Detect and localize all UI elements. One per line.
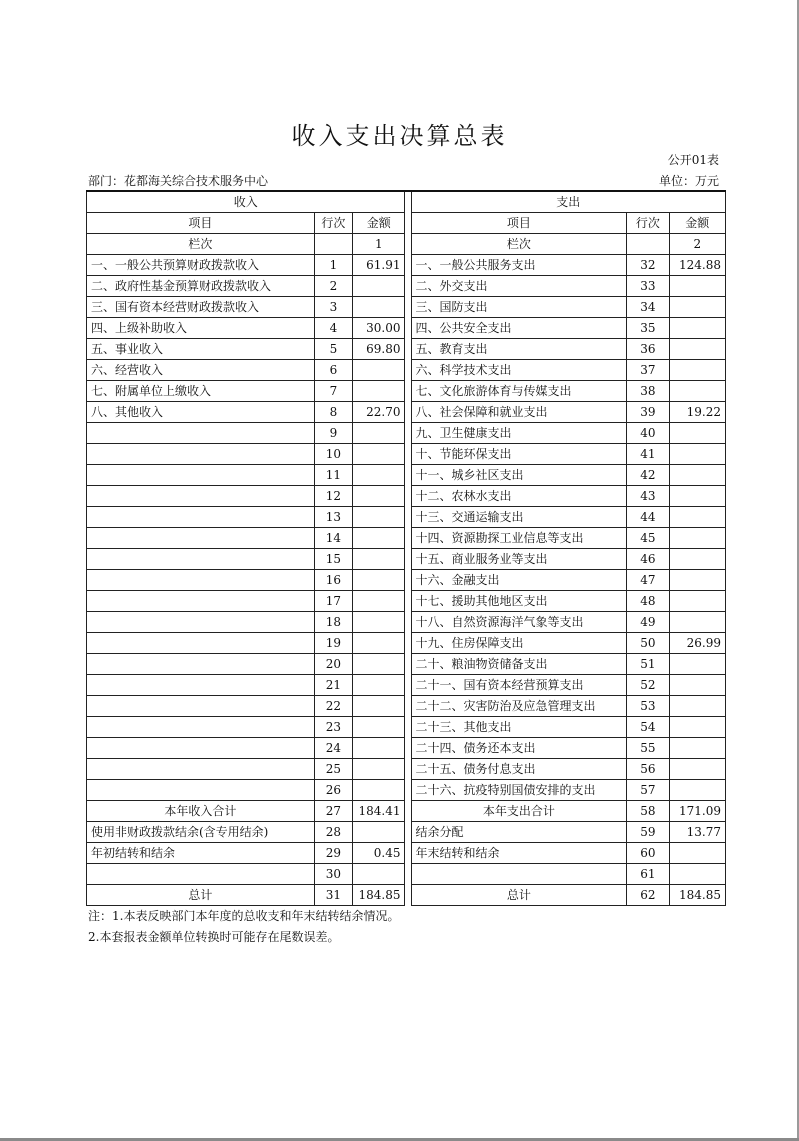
income-line-cell: 4 <box>314 318 352 339</box>
income-line-cell: 6 <box>314 360 352 381</box>
income-item-cell <box>87 654 315 675</box>
income-item-cell: 一、一般公共预算财政拨款收入 <box>87 255 315 276</box>
table-row <box>87 339 726 360</box>
expense-line-cell: 48 <box>627 591 669 612</box>
income-line-cell: 30 <box>314 864 352 885</box>
expense-item-cell: 四、公共安全支出 <box>411 318 627 339</box>
expense-item-cell: 七、文化旅游体育与传媒支出 <box>411 381 627 402</box>
expense-amount-cell <box>669 591 725 612</box>
expense-line-cell: 42 <box>627 465 669 486</box>
income-amount-cell <box>353 612 405 633</box>
table-row <box>87 717 726 738</box>
table-row <box>87 381 726 402</box>
expense-amount-cell <box>669 675 725 696</box>
table-row <box>87 528 726 549</box>
expense-item-cell: 九、卫生健康支出 <box>411 423 627 444</box>
income-item-cell <box>87 465 315 486</box>
income-column-number: 1 <box>353 234 405 255</box>
income-line-cell: 9 <box>314 423 352 444</box>
income-amount-cell: 30.00 <box>353 318 405 339</box>
expense-line-cell: 57 <box>627 780 669 801</box>
expense-line-cell: 61 <box>627 864 669 885</box>
column-header-row <box>87 213 726 234</box>
expense-item-cell: 十四、资源勘探工业信息等支出 <box>411 528 627 549</box>
table-row <box>87 360 726 381</box>
table-row <box>87 633 726 654</box>
expense-column-number: 2 <box>669 234 725 255</box>
income-amount-cell <box>353 465 405 486</box>
income-amount-cell <box>353 864 405 885</box>
expense-amount-cell <box>669 843 725 864</box>
income-item-cell <box>87 675 315 696</box>
expense-line-cell: 36 <box>627 339 669 360</box>
expense-amount-cell <box>669 381 725 402</box>
income-item-cell: 三、国有资本经营财政拨款收入 <box>87 297 315 318</box>
expense-item-cell: 二十五、债务付息支出 <box>411 759 627 780</box>
table-row <box>87 696 726 717</box>
income-item-cell: 二、政府性基金预算财政拨款收入 <box>87 276 315 297</box>
income-amount-cell <box>353 822 405 843</box>
income-amount-cell <box>353 360 405 381</box>
expense-line-cell: 39 <box>627 402 669 423</box>
expense-amount-cell <box>669 612 725 633</box>
income-line-cell: 27 <box>314 801 352 822</box>
income-amount-cell <box>353 486 405 507</box>
expense-item-cell: 二十二、灾害防治及应急管理支出 <box>411 696 627 717</box>
expense-item-cell <box>411 864 627 885</box>
income-amount-cell: 61.91 <box>353 255 405 276</box>
expense-item-cell: 本年支出合计 <box>411 801 627 822</box>
income-line-cell: 11 <box>314 465 352 486</box>
expense-amount-cell <box>669 507 725 528</box>
expense-column-label: 栏次 <box>411 234 627 255</box>
expense-item-cell: 三、国防支出 <box>411 297 627 318</box>
expense-item-cell: 二十一、国有资本经营预算支出 <box>411 675 627 696</box>
expense-item-cell: 十五、商业服务业等支出 <box>411 549 627 570</box>
table-row <box>87 738 726 759</box>
income-amount-cell: 0.45 <box>353 843 405 864</box>
income-item-cell <box>87 591 315 612</box>
income-amount-cell <box>353 423 405 444</box>
column-index-row <box>87 234 726 255</box>
expense-section-header: 支出 <box>411 191 725 213</box>
income-item-cell <box>87 780 315 801</box>
income-item-cell <box>87 444 315 465</box>
expense-line-cell: 53 <box>627 696 669 717</box>
income-item-cell <box>87 759 315 780</box>
expense-item-cell: 结余分配 <box>411 822 627 843</box>
income-amount-cell <box>353 381 405 402</box>
income-amount-cell <box>353 591 405 612</box>
department-label: 部门：花都海关综合技术服务中心 <box>88 174 269 188</box>
income-amount-cell <box>353 633 405 654</box>
income-line-cell: 24 <box>314 738 352 759</box>
expense-item-cell: 十八、自然资源海洋气象等支出 <box>411 612 627 633</box>
income-amount-cell <box>353 276 405 297</box>
expense-item-cell: 十三、交通运输支出 <box>411 507 627 528</box>
income-item-cell <box>87 549 315 570</box>
expense-amount-cell <box>669 549 725 570</box>
table-row <box>87 507 726 528</box>
income-expense-table <box>86 190 726 906</box>
table-row <box>87 675 726 696</box>
expense-amount-cell: 171.09 <box>669 801 725 822</box>
expense-item-cell: 二十、粮油物资储备支出 <box>411 654 627 675</box>
income-line-cell: 20 <box>314 654 352 675</box>
expense-item-cell: 二十三、其他支出 <box>411 717 627 738</box>
income-line-cell: 12 <box>314 486 352 507</box>
table-row <box>87 255 726 276</box>
expense-item-cell: 十六、金融支出 <box>411 570 627 591</box>
income-line-cell: 28 <box>314 822 352 843</box>
expense-line-cell: 46 <box>627 549 669 570</box>
income-item-cell <box>87 570 315 591</box>
income-item-cell: 年初结转和结余 <box>87 843 315 864</box>
expense-item-cell: 六、科学技术支出 <box>411 360 627 381</box>
income-line-header: 行次 <box>314 213 352 234</box>
income-item-cell <box>87 633 315 654</box>
expense-amount-cell <box>669 717 725 738</box>
expense-amount-cell <box>669 465 725 486</box>
expense-amount-cell <box>669 486 725 507</box>
income-amount-cell <box>353 759 405 780</box>
expense-amount-cell <box>669 297 725 318</box>
income-item-header: 项目 <box>87 213 315 234</box>
income-item-cell <box>87 696 315 717</box>
expense-amount-cell: 184.85 <box>669 885 725 906</box>
income-amount-cell <box>353 654 405 675</box>
income-amount-cell <box>353 675 405 696</box>
table-row <box>87 297 726 318</box>
expense-item-cell: 十九、住房保障支出 <box>411 633 627 654</box>
income-item-cell <box>87 423 315 444</box>
expense-item-cell: 五、教育支出 <box>411 339 627 360</box>
expense-item-cell: 十一、城乡社区支出 <box>411 465 627 486</box>
table-row <box>87 276 726 297</box>
income-item-cell <box>87 507 315 528</box>
expense-line-cell: 49 <box>627 612 669 633</box>
expense-line-cell: 40 <box>627 423 669 444</box>
expense-item-cell: 八、社会保障和就业支出 <box>411 402 627 423</box>
unit-label: 单位：万元 <box>658 174 719 188</box>
income-line-cell: 25 <box>314 759 352 780</box>
income-section-header: 收入 <box>87 191 405 213</box>
expense-amount-cell <box>669 528 725 549</box>
expense-line-cell: 62 <box>627 885 669 906</box>
table-row <box>87 318 726 339</box>
income-line-cell: 1 <box>314 255 352 276</box>
footnote: 2.本套报表金额单位转换时可能存在尾数误差。 <box>88 930 340 944</box>
expense-amount-cell <box>669 570 725 591</box>
expense-amount-cell <box>669 444 725 465</box>
income-line-cell: 10 <box>314 444 352 465</box>
expense-line-header: 行次 <box>627 213 669 234</box>
total-row <box>87 885 726 906</box>
table-row <box>87 759 726 780</box>
expense-item-cell: 一、一般公共服务支出 <box>411 255 627 276</box>
expense-line-cell: 34 <box>627 297 669 318</box>
table-row <box>87 612 726 633</box>
table-row <box>87 549 726 570</box>
expense-item-cell: 十、节能环保支出 <box>411 444 627 465</box>
expense-line-cell: 38 <box>627 381 669 402</box>
income-amount-cell <box>353 696 405 717</box>
income-line-cell: 26 <box>314 780 352 801</box>
expense-amount-cell <box>669 780 725 801</box>
expense-line-cell: 59 <box>627 822 669 843</box>
expense-line-cell: 47 <box>627 570 669 591</box>
expense-line-cell: 41 <box>627 444 669 465</box>
total-row <box>87 843 726 864</box>
expense-line-cell: 32 <box>627 255 669 276</box>
section-header-row <box>87 191 726 213</box>
expense-amount-cell <box>669 276 725 297</box>
income-item-cell: 六、经营收入 <box>87 360 315 381</box>
total-row <box>87 864 726 885</box>
income-item-cell: 本年收入合计 <box>87 801 315 822</box>
table-row <box>87 486 726 507</box>
expense-item-cell: 十七、援助其他地区支出 <box>411 591 627 612</box>
income-line-cell: 17 <box>314 591 352 612</box>
expense-item-cell: 年末结转和结余 <box>411 843 627 864</box>
income-line-cell: 13 <box>314 507 352 528</box>
total-row <box>87 801 726 822</box>
income-amount-cell: 22.70 <box>353 402 405 423</box>
page-title: 收入支出决算总表 <box>291 122 508 150</box>
income-line-cell: 16 <box>314 570 352 591</box>
total-row <box>87 822 726 843</box>
expense-line-cell: 54 <box>627 717 669 738</box>
expense-amount-cell <box>669 423 725 444</box>
table-row <box>87 465 726 486</box>
expense-amount-cell <box>669 339 725 360</box>
income-line-cell: 23 <box>314 717 352 738</box>
expense-line-cell: 50 <box>627 633 669 654</box>
expense-amount-cell: 26.99 <box>669 633 725 654</box>
expense-amount-cell <box>669 318 725 339</box>
expense-item-header: 项目 <box>411 213 627 234</box>
income-amount-cell <box>353 507 405 528</box>
income-item-cell: 使用非财政拨款结余(含专用结余) <box>87 822 315 843</box>
expense-item-cell: 二十四、债务还本支出 <box>411 738 627 759</box>
income-item-cell: 八、其他收入 <box>87 402 315 423</box>
income-line-cell: 31 <box>314 885 352 906</box>
expense-line-cell: 56 <box>627 759 669 780</box>
table-row <box>87 591 726 612</box>
income-line-cell: 18 <box>314 612 352 633</box>
income-line-cell: 7 <box>314 381 352 402</box>
income-item-cell: 四、上级补助收入 <box>87 318 315 339</box>
expense-line-cell: 55 <box>627 738 669 759</box>
expense-line-cell: 35 <box>627 318 669 339</box>
income-amount-cell <box>353 528 405 549</box>
footnotes <box>88 906 399 948</box>
table-row <box>87 402 726 423</box>
income-item-cell <box>87 486 315 507</box>
expense-amount-cell <box>669 759 725 780</box>
expense-line-cell: 37 <box>627 360 669 381</box>
income-line-cell: 22 <box>314 696 352 717</box>
table-row <box>87 444 726 465</box>
income-column-label: 栏次 <box>87 234 315 255</box>
income-line-cell: 5 <box>314 339 352 360</box>
income-amount-cell <box>353 570 405 591</box>
income-line-cell: 19 <box>314 633 352 654</box>
expense-line-cell: 44 <box>627 507 669 528</box>
income-amount-cell <box>353 297 405 318</box>
expense-line-cell: 33 <box>627 276 669 297</box>
footnote: 注：1.本表反映部门本年度的总收支和年末结转结余情况。 <box>88 909 400 923</box>
income-item-cell <box>87 738 315 759</box>
income-line-cell: 15 <box>314 549 352 570</box>
table-row <box>87 423 726 444</box>
expense-item-cell: 二十六、抗疫特别国债安排的支出 <box>411 780 627 801</box>
income-line-cell: 21 <box>314 675 352 696</box>
income-line-cell: 14 <box>314 528 352 549</box>
income-item-cell: 五、事业收入 <box>87 339 315 360</box>
expense-line-cell: 43 <box>627 486 669 507</box>
income-line-cell: 2 <box>314 276 352 297</box>
expense-amount-cell <box>669 360 725 381</box>
income-line-cell: 3 <box>314 297 352 318</box>
income-amount-cell: 69.80 <box>353 339 405 360</box>
expense-item-cell: 总计 <box>411 885 627 906</box>
income-line-cell: 8 <box>314 402 352 423</box>
expense-line-cell: 58 <box>627 801 669 822</box>
expense-line-cell: 45 <box>627 528 669 549</box>
expense-amount-cell: 13.77 <box>669 822 725 843</box>
expense-amount-cell: 19.22 <box>669 402 725 423</box>
expense-item-cell: 二、外交支出 <box>411 276 627 297</box>
expense-amount-cell: 124.88 <box>669 255 725 276</box>
expense-line-cell: 52 <box>627 675 669 696</box>
expense-amount-cell <box>669 696 725 717</box>
income-amount-cell <box>353 717 405 738</box>
expense-amount-cell <box>669 864 725 885</box>
income-line-cell: 29 <box>314 843 352 864</box>
expense-item-cell: 十二、农林水支出 <box>411 486 627 507</box>
form-number: 公开01表 <box>667 153 719 167</box>
table-row <box>87 654 726 675</box>
expense-line-cell: 51 <box>627 654 669 675</box>
expense-amount-header: 金额 <box>669 213 725 234</box>
table-row <box>87 780 726 801</box>
income-item-cell: 七、附属单位上缴收入 <box>87 381 315 402</box>
income-item-cell <box>87 864 315 885</box>
income-item-cell <box>87 717 315 738</box>
expense-line-cell: 60 <box>627 843 669 864</box>
income-item-cell: 总计 <box>87 885 315 906</box>
income-amount-cell: 184.41 <box>353 801 405 822</box>
expense-amount-cell <box>669 654 725 675</box>
income-item-cell <box>87 612 315 633</box>
income-amount-cell <box>353 444 405 465</box>
income-amount-header: 金额 <box>353 213 405 234</box>
income-amount-cell <box>353 780 405 801</box>
expense-amount-cell <box>669 738 725 759</box>
income-amount-cell <box>353 738 405 759</box>
income-amount-cell <box>353 549 405 570</box>
income-amount-cell: 184.85 <box>353 885 405 906</box>
table-row <box>87 570 726 591</box>
income-item-cell <box>87 528 315 549</box>
